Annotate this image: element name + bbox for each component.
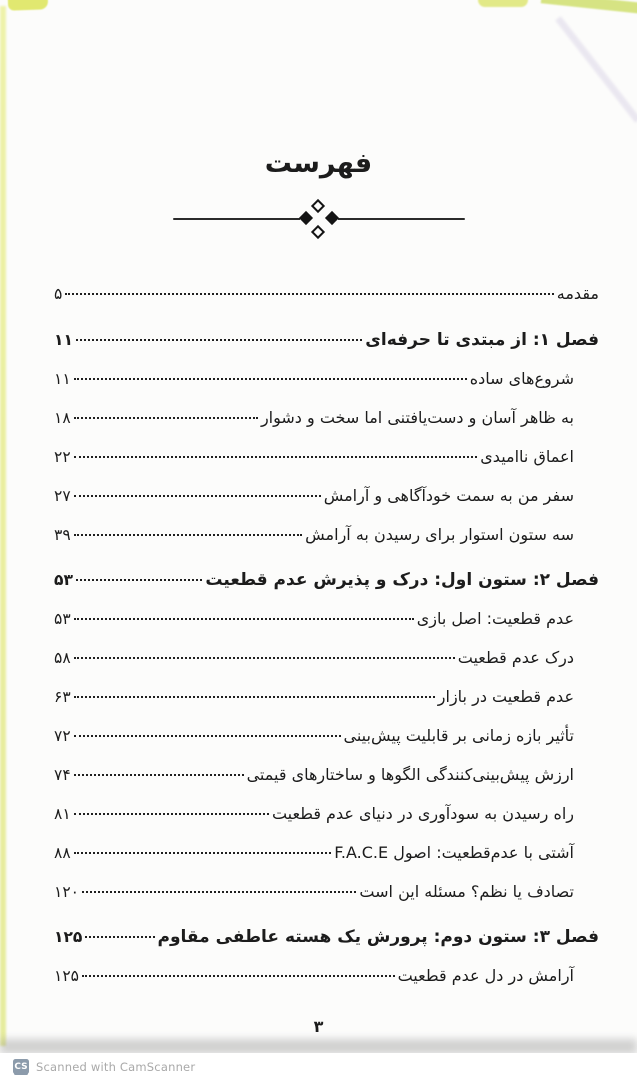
toc-entry-page: ۱۱ <box>54 331 73 349</box>
toc-row <box>54 328 599 353</box>
scan-edge-mark-top-middle <box>478 0 528 7</box>
toc-dot-leader <box>82 975 395 977</box>
toc-row <box>54 684 599 710</box>
toc-entry-page: ۱۸ <box>54 409 71 427</box>
toc-row <box>54 568 599 593</box>
toc-entry-page: ۲۷ <box>54 487 71 505</box>
toc-dot-leader <box>65 293 553 295</box>
toc-entry-label: فصل ۳: ستون دوم: پرورش یک هسته عاطفی مقاوم <box>157 927 599 947</box>
toc-row <box>54 522 599 548</box>
toc-entry-page: ۱۲۵ <box>54 928 83 946</box>
toc-dot-leader <box>74 417 258 419</box>
toc-entry-label: فصل ۲: ستون اول: درک و پذیرش عدم قطعیت <box>205 570 599 590</box>
toc-entry-label: تأثیر بازه زمانی بر قابلیت پیش‌بینی <box>343 726 574 745</box>
toc-row <box>54 762 599 788</box>
toc-dot-leader <box>74 495 321 497</box>
scan-edge-mark-top-left <box>8 0 48 11</box>
toc-dot-leader <box>74 456 478 458</box>
camscanner-watermark <box>0 1053 637 1080</box>
toc-dot-leader <box>74 657 455 659</box>
toc-entry-page: ۷۲ <box>54 727 71 745</box>
diamond-ornament <box>300 200 338 238</box>
toc-row <box>54 405 599 431</box>
toc-dot-leader <box>76 579 202 581</box>
scan-shadow <box>0 1039 637 1054</box>
toc-row <box>54 281 599 307</box>
toc-dot-leader <box>76 339 362 341</box>
toc-entry-label: ارزش پیش‌بینی‌کنندگی الگوها و ساختارهای قیمتی <box>246 765 574 784</box>
diamond-outline-top-icon <box>310 199 324 213</box>
toc-row <box>54 483 599 509</box>
toc-entry-page: ۵ <box>54 285 63 303</box>
toc-entry-label: اعماق ناامیدی <box>480 447 574 466</box>
toc-entry-label: سه ستون استوار برای رسیدن به آرامش <box>305 525 574 544</box>
toc-entry-label: فصل ۱: از مبتدی تا حرفه‌ای <box>365 330 599 350</box>
toc-row <box>54 723 599 749</box>
toc-list <box>54 281 599 989</box>
toc-dot-leader <box>82 891 356 893</box>
toc-entry-page: ۷۴ <box>54 766 71 784</box>
diamond-outline-bottom-icon <box>310 225 324 239</box>
toc-dot-leader <box>74 852 332 854</box>
toc-entry-page: ۳۹ <box>54 526 71 544</box>
toc-row <box>54 606 599 632</box>
toc-entry-page: ۸۱ <box>54 805 71 823</box>
toc-entry-page: ۸۸ <box>54 844 71 862</box>
toc-entry-label: راه رسیدن به سودآوری در دنیای عدم قطعیت <box>271 804 574 823</box>
toc-dot-leader <box>74 696 435 698</box>
toc-entry-label: آرامش در دل عدم قطعیت <box>397 966 574 985</box>
folio-page-number: ۳ <box>313 1017 324 1036</box>
toc-entry-label: مقدمه <box>556 284 599 303</box>
toc-entry-label: آشتی با عدم‌قطعیت: اصول F.A.C.E <box>334 843 574 862</box>
camscanner-watermark-text: Scanned with CamScanner <box>36 1059 196 1074</box>
diamond-filled-left-icon <box>298 211 312 225</box>
toc-row <box>54 801 599 827</box>
toc-entry-label: درک عدم قطعیت <box>457 648 574 667</box>
toc-row <box>54 840 599 866</box>
toc-dot-leader <box>74 813 269 815</box>
toc-entry-label: تصادف یا نظم؟ مسئله این است <box>359 882 574 901</box>
toc-entry-page: ۱۲۰ <box>54 883 79 901</box>
toc-dot-leader <box>85 936 154 938</box>
diamond-filled-right-icon <box>324 211 338 225</box>
scan-edge-mark-left <box>0 6 6 1046</box>
toc-dot-leader <box>74 378 467 380</box>
camscanner-logo-icon: CS <box>13 1059 29 1074</box>
toc-entry-page: ۲۲ <box>54 448 71 466</box>
toc-entry-label: شروع‌های ساده <box>469 369 574 388</box>
toc-dot-leader <box>74 618 414 620</box>
toc-dot-leader <box>74 735 341 737</box>
toc-entry-page: ۱۱ <box>54 370 71 388</box>
toc-dot-leader <box>74 534 303 536</box>
toc-entry-label: سفر من به سمت خودآگاهی و آرامش <box>323 486 574 505</box>
toc-row <box>54 963 599 989</box>
toc-entry-page: ۵۸ <box>54 649 71 667</box>
toc-entry-label: عدم قطعیت در بازار <box>437 687 574 706</box>
ornamental-divider <box>173 201 465 237</box>
toc-entry-page: ۵۳ <box>54 571 73 589</box>
toc-dot-leader <box>74 774 244 776</box>
toc-row <box>54 925 599 950</box>
toc-entry-page: ۱۲۵ <box>54 967 79 985</box>
page-title: فهرست <box>264 148 373 179</box>
toc-entry-page: ۶۳ <box>54 688 71 706</box>
toc-row <box>54 366 599 392</box>
toc-entry-page: ۵۳ <box>54 610 71 628</box>
toc-entry-label: عدم قطعیت: اصل بازی <box>416 609 574 628</box>
toc-row <box>54 645 599 671</box>
toc-row <box>54 444 599 470</box>
toc-row <box>54 879 599 905</box>
toc-entry-label: به ظاهر آسان و دست‌یافتنی اما سخت و دشوار <box>260 408 574 427</box>
